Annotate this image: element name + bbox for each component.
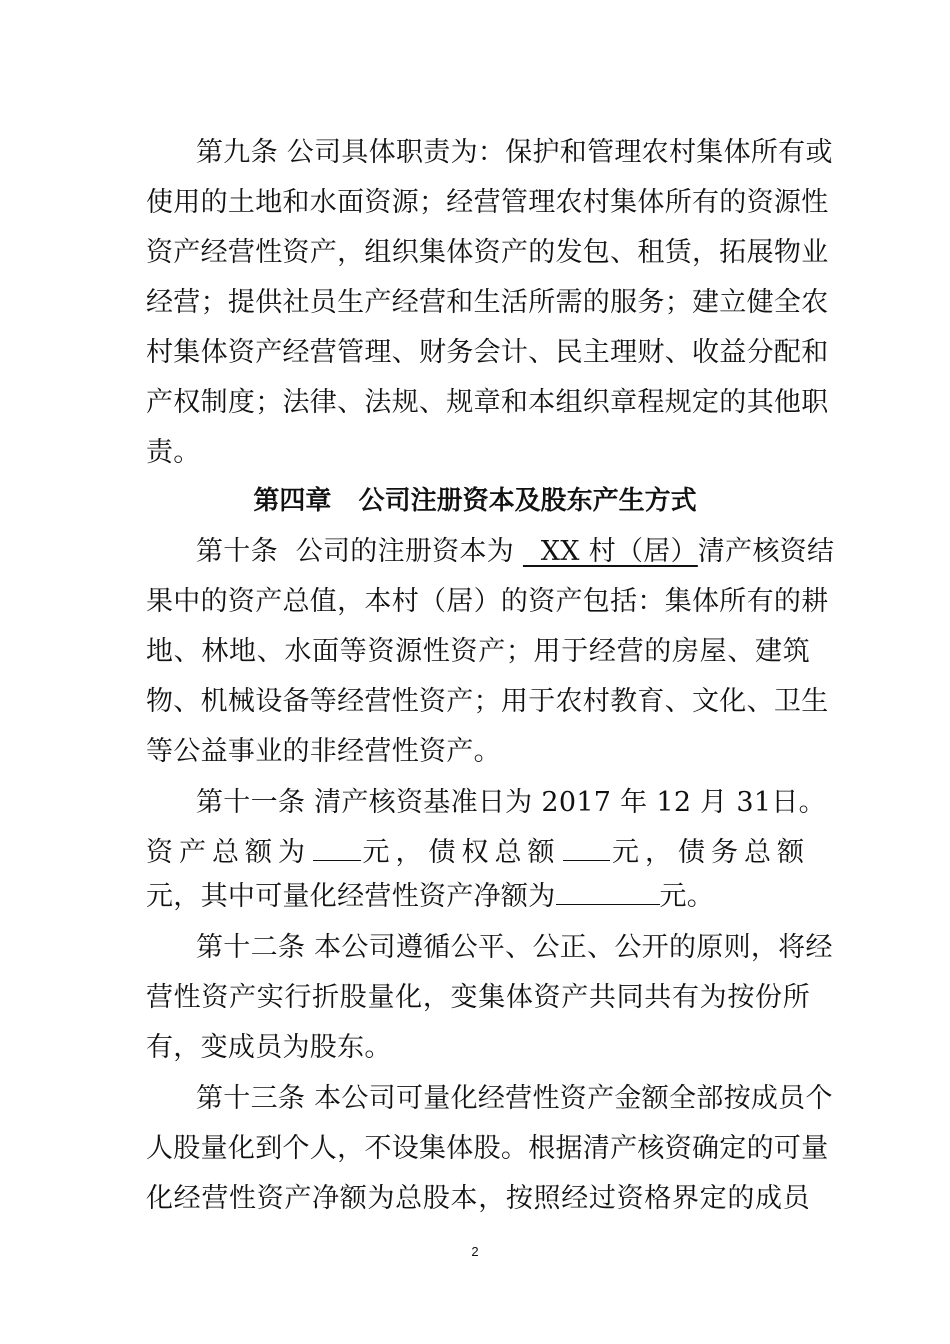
article-10-prefix: 第十条 公司的注册资本为: [196, 536, 523, 567]
article-10-line-1: [196, 532, 835, 572]
article-9-line-1: 第九条 公司具体职责为：保护和管理农村集体所有或: [196, 137, 833, 168]
total-credit-label: 元，债权总额: [362, 837, 561, 868]
article-13-line-3: 化经营性资产净额为总股本，按照经过资格界定的成员: [146, 1183, 810, 1214]
article-12-line-3: 有，变成员为股东。: [146, 1032, 392, 1063]
article-9-line-2: 使用的土地和水面资源；经营管理农村集体所有的资源性: [146, 187, 829, 218]
article-10-suffix: 清产核资结: [697, 536, 835, 567]
total-assets-blank: [313, 832, 361, 861]
chapter-heading: 第四章 公司注册资本及股东产生方式: [253, 486, 697, 516]
article-10-line-5: 等公益事业的非经营性资产。: [146, 736, 501, 767]
total-debt-label: 元，债务总额: [612, 837, 810, 868]
article-11-line-2: [146, 832, 810, 872]
article-9-line-6: 产权制度；法律、法规、规章和本组织章程规定的其他职: [146, 387, 829, 418]
article-9-line-7: 责。: [146, 437, 201, 468]
article-9-line-5: 村集体资产经营管理、财务会计、民主理财、收益分配和: [146, 337, 829, 368]
article-9-line-4: 经营；提供社员生产经营和生活所需的服务；建立健全农: [146, 287, 829, 318]
net-assets-label: 元，其中可量化经营性资产净额为: [146, 881, 556, 912]
total-credit-blank: [563, 832, 611, 861]
net-assets-blank: [556, 876, 660, 905]
article-10-village-field: XX 村（居）: [522, 536, 698, 567]
page-number: 2: [471, 1244, 479, 1259]
total-assets-label: 资产总额为: [146, 837, 311, 868]
article-11-line-1: 第十一条 清产核资基准日为 2017 年 12 月 31日。: [196, 787, 826, 818]
article-10-line-2: 果中的资产总值，本村（居）的资产包括：集体所有的耕: [146, 586, 829, 617]
net-assets-unit: 元。: [659, 881, 715, 912]
article-11-line-3: [146, 876, 810, 916]
article-13-line-1: 第十三条 本公司可量化经营性资产金额全部按成员个: [196, 1083, 833, 1114]
article-12-line-2: 营性资产实行折股量化，变集体资产共同共有为按份所: [146, 982, 810, 1013]
article-13-line-2: 人股量化到个人，不设集体股。根据清产核资确定的可量: [146, 1133, 829, 1164]
article-10-line-3: 地、林地、水面等资源性资产；用于经营的房屋、建筑: [146, 636, 810, 667]
article-12-line-1: 第十二条 本公司遵循公平、公正、公开的原则，将经: [196, 932, 833, 963]
article-10-line-4: 物、机械设备等经营性资产；用于农村教育、文化、卫生: [146, 686, 829, 717]
article-9-line-3: 资产经营性资产，组织集体资产的发包、租赁，拓展物业: [146, 237, 829, 268]
